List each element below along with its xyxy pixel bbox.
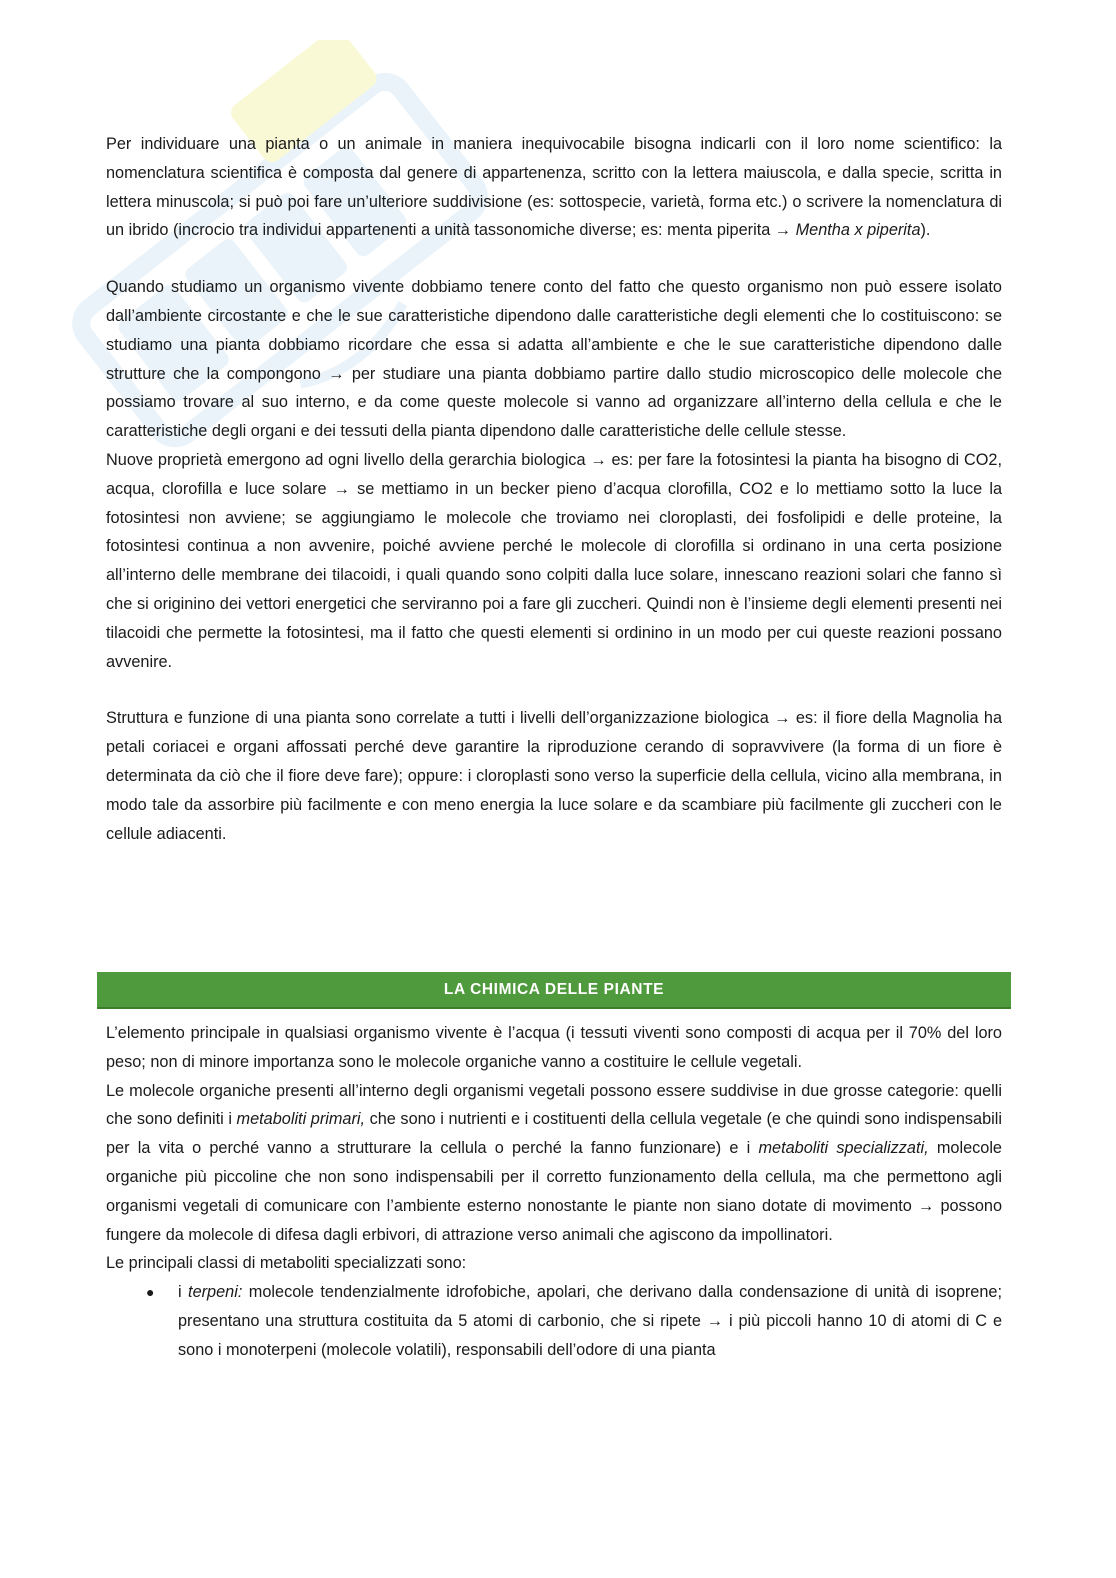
paragraph-organismo-vivente: Quando studiamo un organismo vivente dobbiamo tenere conto del fatto che questo organismo non può essere isolato dall’ambiente circostante e che le sue caratteristiche dipendono dalle caratteristiche degli elementi che lo costituiscono: se studiamo una pianta dobbiamo ricordare che essa si adatta all’ambiente e che le sue caratteristiche dipendono dalle strutture che la compongono → per studiare una pianta dobbiamo partire dallo studio microscopico delle molecole che possiamo trovare al suo interno, e da come queste molecole si vanno ad organizzare all’interno della cellula e che le caratteristiche degli organi e dei tessuti della pianta dipendono dalle caratteristiche delle cellule stesse.	[106, 278, 1002, 441]
paragraph-classi-metaboliti: Le principali classi di metaboliti specializzati sono:	[106, 1254, 467, 1273]
paragraph-nomenclatura: Per individuare una pianta o un animale in maniera inequivocabile bisogna indicarli con il loro nome scientifico: la nomenclatura scientifica è composta dal genere di appartenenza, scritto con la lettera maiuscola, e dalla specie, scritta in lettera minuscola; si può poi fare un’ulteriore suddivisione (es: sottospecie, varietà, forma etc.) o scrivere la nomenclatura di un ibrido (incrocio tra individui appartenenti a unità tassonomiche diverse; es: menta piperita → Mentha x piperita).	[106, 135, 1002, 240]
paragraph-acqua: L’elemento principale in qualsiasi organismo vivente è l’acqua (i tessuti viventi sono composti di acqua per il 70% del loro peso; non di minore importanza sono le molecole organiche vanno a costituire le cellule vegetali.	[106, 1024, 1002, 1071]
paragraph-struttura-funzione: Struttura e funzione di una pianta sono correlate a tutti i livelli dell’organizzazione biologica → es: il fiore della Magnolia ha petali coriacei e organi affossati perché deve garantire la riproduzione cerando di sopravvivere (la forma di un fiore è determinata da ciò che il fiore deve fare); oppure: i cloroplasti sono verso la superficie della cellula, vicino alla membrana, in modo tale da assorbire più facilmente e con meno energia la luce solare e da scambiare più facilmente gli zuccheri con le cellule adiacenti.	[106, 709, 1002, 843]
section-header-chimica: LA CHIMICA DELLE PIANTE	[97, 972, 1011, 1009]
bullet-icon: ●	[146, 1284, 155, 1301]
paragraph-proprieta-emergenti: Nuove proprietà emergono ad ogni livello della gerarchia biologica → es: per fare la fotosintesi la pianta ha bisogno di CO2, acqua, clorofilla e luce solare → se mettiamo in un becker pieno d’acqua clorofilla, CO2 e lo mettiamo sotto la luce la fotosintesi non avviene; se aggiungiamo le molecole che troviamo nei cloroplasti, dei fosfolipidi e delle proteine, la fotosintesi continua a non avvenire, poiché avviene perché le molecole di clorofilla si ordinano in una certa posizione all’interno delle membrane dei tilacoidi, i quali quando sono colpiti dalla luce solare, innescano reazioni solari che fanno sì che si originino dei vettori energetici che serviranno poi a fare gli zuccheri. Quindi non è l’insieme degli elementi presenti nei tilacoidi che permette la fotosintesi, ma il fatto che questi elementi si ordinino in un modo per cui queste reazioni possano avvenire.	[106, 450, 1002, 671]
metaboliti-list	[106, 1278, 1002, 1364]
document-body-top	[106, 130, 1002, 848]
document-body-chemistry	[106, 1019, 1002, 1365]
list-item-terpeni: ● i terpeni: molecole tendenzialmente idrofobiche, apolari, che derivano dalla condensazione di unità di isoprene; presentano una struttura costituita da 5 atomi di carbonio, che si ripete → i più piccoli hanno 10 di atomi di C e sono i monoterpeni (molecole volatili), responsabili dell’odore di una pianta	[106, 1278, 1002, 1364]
paragraph-molecole-organiche: Le molecole organiche presenti all’interno degli organismi vegetali possono essere suddivise in due grosse categorie: quelli che sono definiti i metaboliti primari, che sono i nutrienti e i costituenti della cellula vegetale (e che quindi sono indispensabili per la vita o perché vanno a strutturare la cellula o perché la fanno funzionare) e i metaboliti specializzati, molecole organiche più piccoline che non sono indispensabili per il corretto funzionamento della cellula, ma che permettono agli organismi vegetali di comunicare con l’ambiente esterno nonostante le piante non siano dotate di movimento → possono fungere da molecole di difesa dagli erbivori, di attrazione verso animali che agiscono da impollinatori.	[106, 1081, 1002, 1244]
